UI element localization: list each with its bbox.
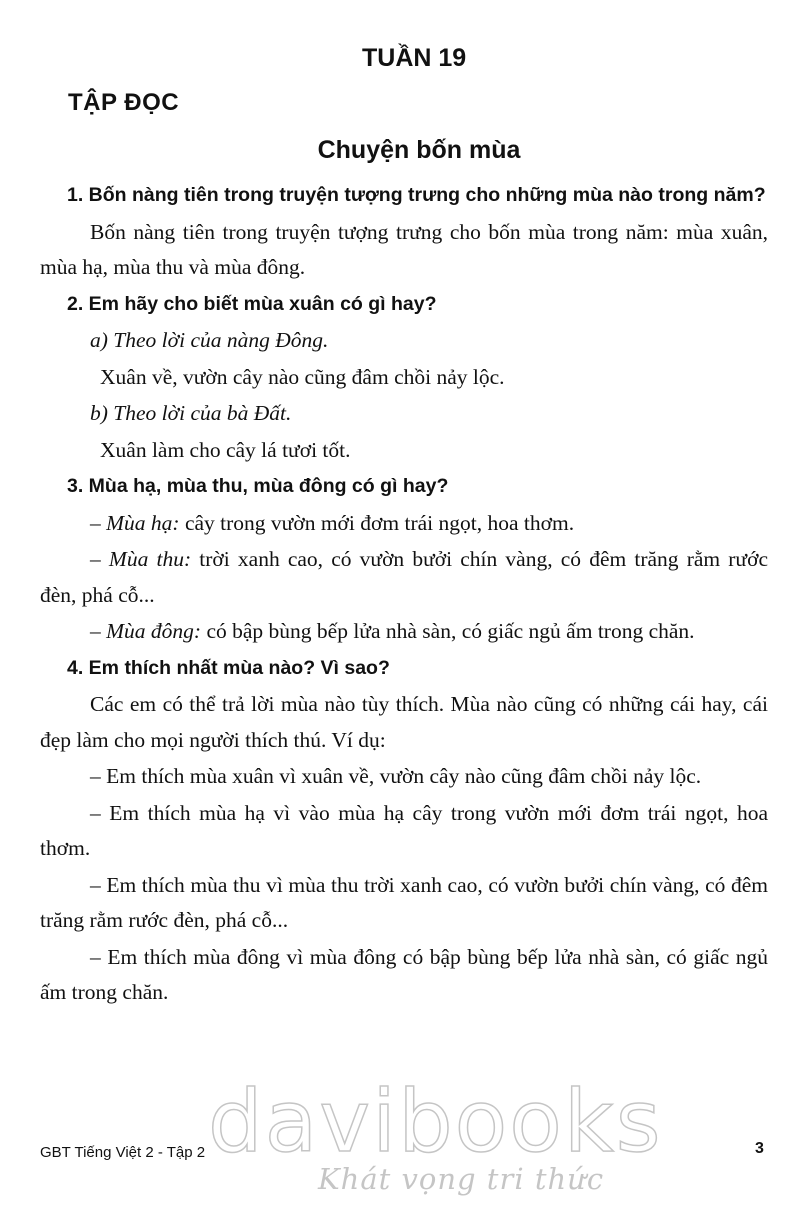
season-label: Mùa thu:	[108, 547, 192, 571]
watermark-tagline: Khát vọng tri thức	[318, 1162, 605, 1196]
question-1: 1. Bốn nàng tiên trong truyện tượng trưng cho những mùa nào trong năm?	[67, 184, 766, 206]
answer-2a-text: Xuân về, vườn cây nào cũng đâm chồi nảy lộc.	[100, 364, 505, 389]
book-page: TUẦN 19 TẬP ĐỌC Chuyện bốn mùa 1. Bốn nàng tiên trong truyện tượng trưng cho những mùa nào trong năm? Bốn nàng tiên trong truyện tượng trưng cho bốn mùa trong năm: mùa xuân, mùa hạ, mùa thu và mùa đông. 2. Em hãy cho biết mùa xuân có gì hay? a) Theo lời của nàng Đông. Xuân về, vườn cây nào cũng đâm chồi nảy lộc. b) Theo lời của bà Đất. Xuân làm cho cây lá tươi tốt. 3. Mùa hạ, mùa thu, mùa đông có gì hay? – Mùa hạ: cây trong vườn mới đơm trái ngọt, hoa thơm. – Mùa thu: trời xanh cao, có vườn bưởi chín vàng, có đêm trăng rằm rước đèn, phá cỗ... – Mùa đông: có bập bùng bếp lửa nhà sàn, có giấc ngủ ấm trong chăn. 4. Em thích nhất mùa nào? Vì sao? Các em có thể trả lời mùa nào tùy thích. Mùa nào cũng có những cái hay, cái đẹp làm cho mọi người thích thú. Ví dụ: – Em thích mùa xuân vì xuân về, vườn cây nào cũng đâm chồi nảy lộc. – Em thích mùa hạ vì vào mùa hạ cây trong vườn mới đơm trái ngọt, hoa thơm. – Em thích mùa thu vì mùa thu trời xanh cao, có vườn bưởi chín vàng, có đêm trăng rằm rước đèn, phá cỗ... – Em thích mùa đông vì mùa đông có bập bùng bếp lửa nhà sàn, có giấc ngủ ấm trong chăn. davibooks Khát vọng tri thức GBT Tiếng Việt 2 - Tập 2 3	[0, 0, 805, 1205]
answer-4-example: – Em thích mùa thu vì mùa thu trời xanh cao, có vườn bưởi chín vàng, có đêm trăng rằm rước đèn, phá cỗ...	[40, 872, 768, 932]
answer-2a-label: a) Theo lời của nàng Đông.	[90, 328, 329, 352]
footer-book-title: GBT Tiếng Việt 2 - Tập 2	[40, 1144, 206, 1161]
lesson-title: Chuyện bốn mùa	[317, 136, 521, 164]
answer-3-summer: – Mùa hạ: cây trong vườn mới đơm trái ngọt, hoa thơm.	[90, 510, 575, 535]
season-label: Mùa đông:	[106, 619, 202, 643]
section-heading: TẬP ĐỌC	[68, 89, 180, 116]
answer-3-autumn: – Mùa thu: trời xanh cao, có vườn bưởi chín vàng, có đêm trăng rằm rước đèn, phá cỗ...	[40, 547, 768, 607]
answer-4-example: – Em thích mùa đông vì mùa đông có bập bùng bếp lửa nhà sàn, có giấc ngủ ấm trong chăn.	[40, 944, 768, 1004]
answer-4-example: – Em thích mùa xuân vì xuân về, vườn cây nào cũng đâm chồi nảy lộc.	[90, 764, 702, 788]
watermark-brand: davibooks	[208, 1072, 663, 1172]
answer-2b-label: b) Theo lời của bà Đất.	[90, 401, 292, 425]
question-4: 4. Em thích nhất mùa nào? Vì sao?	[67, 656, 390, 679]
answer-2b-text: Xuân làm cho cây lá tươi tốt.	[100, 437, 351, 462]
answer-3-winter: – Mùa đông: có bập bùng bếp lửa nhà sàn, có giấc ngủ ấm trong chăn.	[90, 619, 695, 643]
season-label: Mùa hạ:	[106, 510, 180, 535]
answer-4-intro: Các em có thể trả lời mùa nào tùy thích. Mùa nào cũng có những cái hay, cái đẹp làm cho mọi người thích thú. Ví dụ:	[40, 692, 768, 752]
question-2: 2. Em hãy cho biết mùa xuân có gì hay?	[67, 292, 437, 315]
answer-1: Bốn nàng tiên trong truyện tượng trưng cho bốn mùa trong năm: mùa xuân, mùa hạ, mùa thu và mùa đông.	[40, 219, 768, 279]
lesson-content	[40, 178, 768, 1012]
page-number: 3	[755, 1140, 764, 1157]
answer-4-example: – Em thích mùa hạ vì vào mùa hạ cây trong vườn mới đơm trái ngọt, hoa thơm.	[40, 800, 768, 860]
question-3: 3. Mùa hạ, mùa thu, mùa đông có gì hay?	[67, 475, 449, 497]
